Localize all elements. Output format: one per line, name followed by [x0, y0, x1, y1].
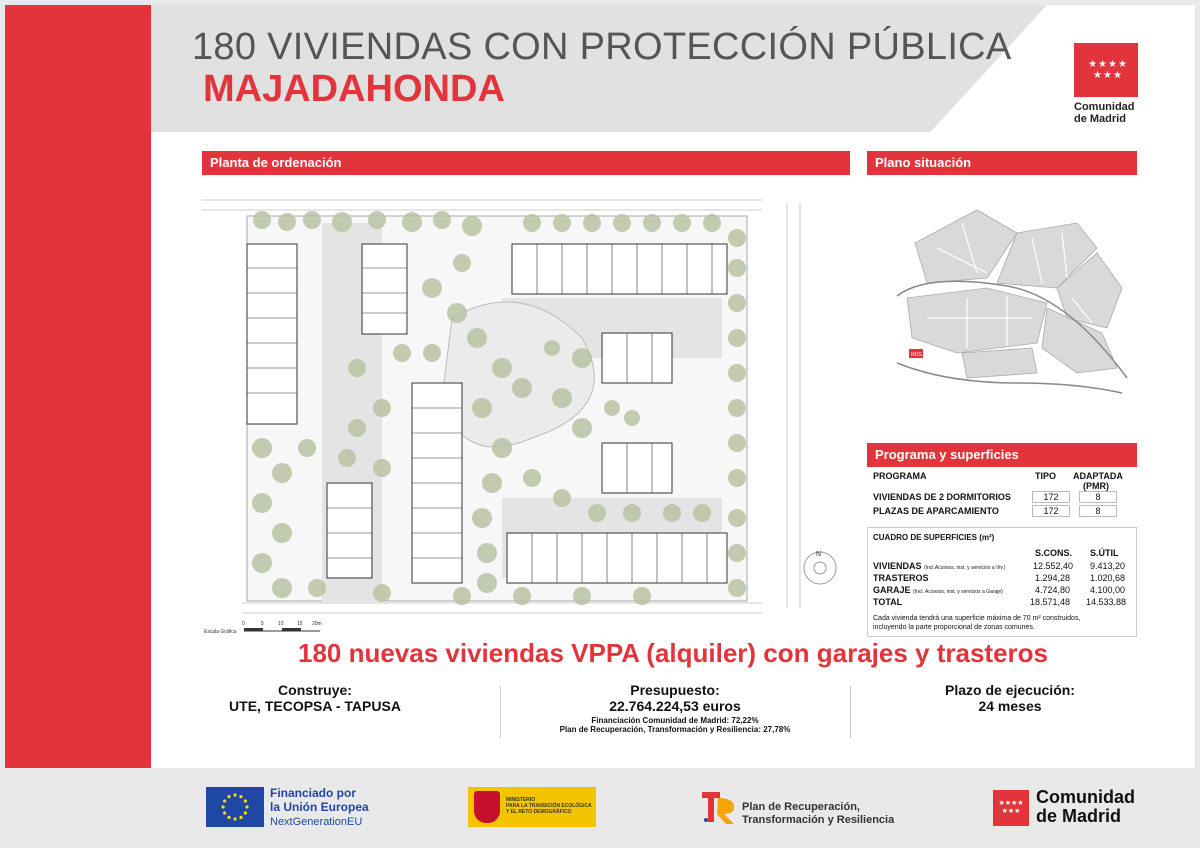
table-row-label: VIVIENDAS DE 2 DORMITORIOS: [873, 492, 1011, 502]
madrid-flag-icon: [1074, 43, 1138, 97]
term-value: 24 meses: [978, 698, 1042, 714]
builder-block: [200, 682, 430, 714]
site-plan-svg: [202, 178, 850, 638]
page-subtitle: MAJADAHONDA: [203, 68, 505, 110]
scale-tick-20: 20m: [312, 621, 322, 627]
location-map: [867, 178, 1137, 434]
site-plan-drawing: [202, 178, 850, 638]
budget-value: 22.764.224,53 euros: [609, 698, 741, 714]
scale-tick-5: 5: [261, 621, 264, 627]
eu-flag-icon: [206, 787, 264, 827]
budget-block: [515, 682, 835, 734]
surface-util: 4.100,00: [1090, 585, 1126, 595]
left-red-band: [5, 5, 151, 768]
table-row-label: PLAZAS DE APARCAMIENTO: [873, 506, 999, 516]
surface-cons: 1.294,28: [1035, 573, 1071, 583]
stars-icon: ★★★★ ★★★: [998, 800, 1024, 815]
divider: [500, 686, 501, 738]
budget-label: Presupuesto:: [630, 682, 720, 698]
project-tagline: 180 nuevas viviendas VPPA (alquiler) con garajes y trasteros: [297, 638, 1048, 668]
table-cell: 172: [1032, 491, 1070, 503]
surface-row: TOTAL: [873, 597, 903, 607]
table-cell: 8: [1079, 505, 1117, 517]
divider: [850, 686, 851, 738]
surface-util: 14.533,88: [1086, 597, 1127, 607]
location-map-svg: [867, 178, 1137, 434]
term-block: [900, 682, 1120, 714]
scale-tick-0: 0: [242, 621, 245, 627]
stars-icon: ★★★★ ★★★: [1088, 59, 1128, 81]
site-section-header: Plano situación: [867, 151, 1137, 175]
logo-text: Comunidad de Madrid: [1074, 101, 1135, 125]
scale-tick-15: 15: [297, 621, 303, 627]
surface-util: 9.413,20: [1090, 561, 1126, 571]
page-title: 180 VIVIENDAS CON PROTECCIÓN PÚBLICA: [192, 26, 1012, 68]
eu-stars-icon: [206, 787, 264, 827]
surface-cons: 18.571,48: [1030, 597, 1071, 607]
builder-value: UTE, TECOPSA - TAPUSA: [229, 698, 401, 714]
program-table: [867, 467, 1137, 519]
table-cell: 172: [1032, 505, 1070, 517]
prtr-text: Plan de Recuperación, Transformación y Resiliencia: [742, 801, 895, 826]
spain-shield-icon: [474, 791, 500, 823]
surfaces-footnote: incluyendo la parte proporcional de zonas comunes.: [873, 624, 1035, 631]
ministry-text: MINISTERIO PARA LA TRANSICIÓN ECOLÓGICA Y EL RETO DEMOGRÁFICO: [506, 797, 592, 815]
surface-row: VIVIENDAS (Incl.Accesos, inst. y servicios a Viv.): [873, 561, 1006, 571]
util-header: S.ÚTIL: [1090, 548, 1119, 558]
cons-header: S.CONS.: [1035, 548, 1073, 558]
plan-section-header: Planta de ordenación: [202, 151, 850, 175]
north-label: N: [816, 551, 822, 558]
surfaces-title: CUADRO DE SUPERFICIES (m²): [873, 533, 995, 542]
eu-funding-text: Financiado por la Unión Europea NextGenerationEU: [270, 786, 369, 828]
table-cell: 8: [1079, 491, 1117, 503]
scale-label: Escala Gráfica: [204, 629, 237, 635]
program-section-header: Programa y superficies: [867, 443, 1137, 467]
surfaces-footnote: Cada vivienda tendrá una superficie máxima de 70 m² construidos,: [873, 615, 1081, 622]
surface-row: GARAJE (Incl. Accesos, inst. y servicios a Garaje): [873, 585, 1003, 595]
pmr-header: (PMR): [1083, 481, 1109, 491]
surface-cons: 4.724,80: [1035, 585, 1071, 595]
surface-cons: 12.552,40: [1033, 561, 1074, 571]
scale-tick-10: 10: [278, 621, 284, 627]
tipo-header: TIPO: [1035, 471, 1057, 481]
term-label: Plazo de ejecución:: [945, 682, 1075, 698]
adaptada-header: ADAPTADA: [1073, 471, 1123, 481]
comunidad-madrid-logo: [1074, 43, 1138, 125]
budget-note: Plan de Recuperación, Transformación y Resiliencia: 27,78%: [559, 725, 791, 734]
budget-note: Financiación Comunidad de Madrid: 72,22%: [591, 716, 759, 725]
surface-util: 1.020,68: [1090, 573, 1126, 583]
site-marker: NOS: [911, 352, 922, 358]
surface-row: TRASTEROS: [873, 573, 929, 583]
madrid-flag-icon: [993, 790, 1029, 826]
surfaces-table: [867, 527, 1137, 637]
footer-cm-text: Comunidad de Madrid: [1036, 787, 1135, 826]
prtr-logo-icon: [700, 790, 738, 826]
builder-label: Construye:: [278, 682, 352, 698]
program-header: PROGRAMA: [873, 471, 927, 481]
